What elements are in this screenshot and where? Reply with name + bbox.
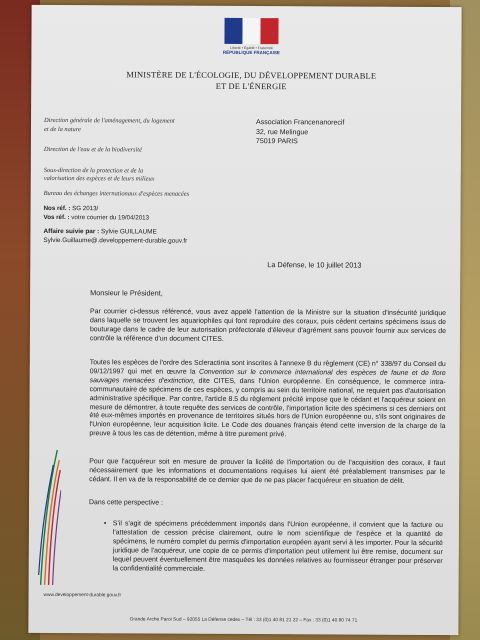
letter-date: La Défense, le 10 juillet 2013 <box>267 260 362 270</box>
references <box>44 205 150 223</box>
affaire-name: Sylvie GUILLAUME <box>100 228 157 236</box>
ministry-line1: MINISTÈRE DE L'ÉCOLOGIE, DU DÉVELOPPEMENT DURABLE <box>126 70 377 81</box>
affaire-label: Affaire suivie par : <box>43 227 100 236</box>
bullet-icon: • <box>103 520 107 528</box>
logo-motto: Liberté • Égalité • Fraternité <box>230 45 273 51</box>
salutation: Monsieur le Président, <box>90 288 163 298</box>
recipient-city: 75019 PARIS <box>255 138 298 146</box>
marianne-logo <box>215 18 287 55</box>
vos-ref-label: Vos réf. : <box>43 213 70 221</box>
sender-block <box>44 117 244 205</box>
affaire-email: Sylvie.Guillaume@.developpement-durable.gouv.fr <box>43 236 188 245</box>
recipient-street: 32, rue Melingue <box>255 128 309 136</box>
sous-direction: Sous-direction de la protection et de la valorisation des espèces et de leurs milieux <box>43 166 155 183</box>
paragraph-1: Par courrier ci-dessus référencé, vous avez appelé l'attention de la Ministre sur la situation d'insécurité juridique dans laquelle se trouvent les aquariophiles qui font reproduire des coraux, puis cèdent certains spécimens issus de bouturage dans le cadre de leur autorisation préfectorale d'éleveur d'agrément sans pouvoir fournir aux services de contrôle la référence d'un document CITES. <box>89 308 447 343</box>
logo-republique: RÉPUBLIQUE FRANÇAISE <box>222 49 280 56</box>
perspective-heading: Dans cette perspective : <box>89 499 163 507</box>
ministry-title <box>71 69 431 93</box>
affaire-suivie <box>43 228 187 246</box>
nos-ref-label: Nos réf. : <box>43 204 71 213</box>
tricolor-flag-icon <box>224 18 278 44</box>
paragraph-2: Toutes les espèces de l'ordre des Scleractinia sont inscrites à l'annexe B du règlement (CE) n° 338/97 du Conseil du 09/12/1997 qui met en œuvre la Convention sur le commerce international des espèces de faune et de flore sauvages menacées d'extinction, dite CITES, dans l'Union européenne. En conséquence, le commerce intra-communautaire de spécimens de ces espèces, y compris au sein du territoire national, ne requiert pas d'autorisation administrative spécifique. Par contre, l'article 8.5 du règlement précité impose que le cédant et l'acquéreur soient en mesure de démontrer, à toute requête des services de contrôle, l'importation licite des spécimens si ces derniers ont été eux-mêmes importés en provenance de territoires situés hors de l'Union européenne ou, s'ils sont originaires de l'Union européenne, leur acquisition licite. Le Code des douanes français étend cette inversion de la charge de la preuve à tous les cas de détention, même à titre purement privé. <box>89 359 446 439</box>
vos-ref-value: votre courrier du 19/04/2013 <box>71 213 150 221</box>
paragraph-3: Pour que l'acquéreur soit en mesure de prouver la licéité de l'importation ou de l'acquisition des coraux, il faut nécessairement que les informations et documentations requises lui aient été préalablement transmises par le cédant. Il en va de la responsabilité de ce dernier que de ne pas placer l'acquéreur en situation de délit. <box>89 458 446 485</box>
direction-generale: Direction générale de l'aménagement, du logement et de la nature <box>43 116 175 133</box>
paragraph-bullet-1: S'il s'agit de spécimens précédemment importés dans l'Union européenne, il convient que la facture ou l'attestation de cession précise clairement, outre le nom scientifique de l'espèce et la quantité de spécimens, le numéro complet du permis d'importation européen ayant servi à les importer. Pour la sécurité juridique de l'acquéreur, une copie de ce permis d'importation peut utilement lui être remise, document sur lequel peuvent éventuellement être masquées les données relatives au fournisseur étranger pour préserver la confidentialité commerciale. <box>112 520 443 573</box>
recipient-name: Association Francenanorecif <box>256 119 345 127</box>
convention-title: Convention sur le commerce international des espèces de faune et de flore sauvages menacées d'extinction <box>89 368 446 385</box>
ministry-line2: ET DE L'ÉNERGIE <box>215 81 287 92</box>
footer-website: www.developpement-durable.gouv.fr <box>43 592 122 599</box>
footer-address: Grande Arche Paroi Sud – 92055 La Défense cedex – Tél : 33 (0)1 40 81 21 22 – Fax : 33 (0)1 40 80 74 71 <box>129 617 358 624</box>
bureau: Bureau des échanges internationaux d'espèces menacées <box>43 189 190 198</box>
recipient-address <box>256 118 344 147</box>
nos-ref-value: SG 2013/ <box>72 205 99 213</box>
letter-page <box>28 5 461 635</box>
decorative-lines-icon <box>37 445 62 585</box>
direction: Direction de l'eau et de la biodiversité <box>43 145 142 154</box>
